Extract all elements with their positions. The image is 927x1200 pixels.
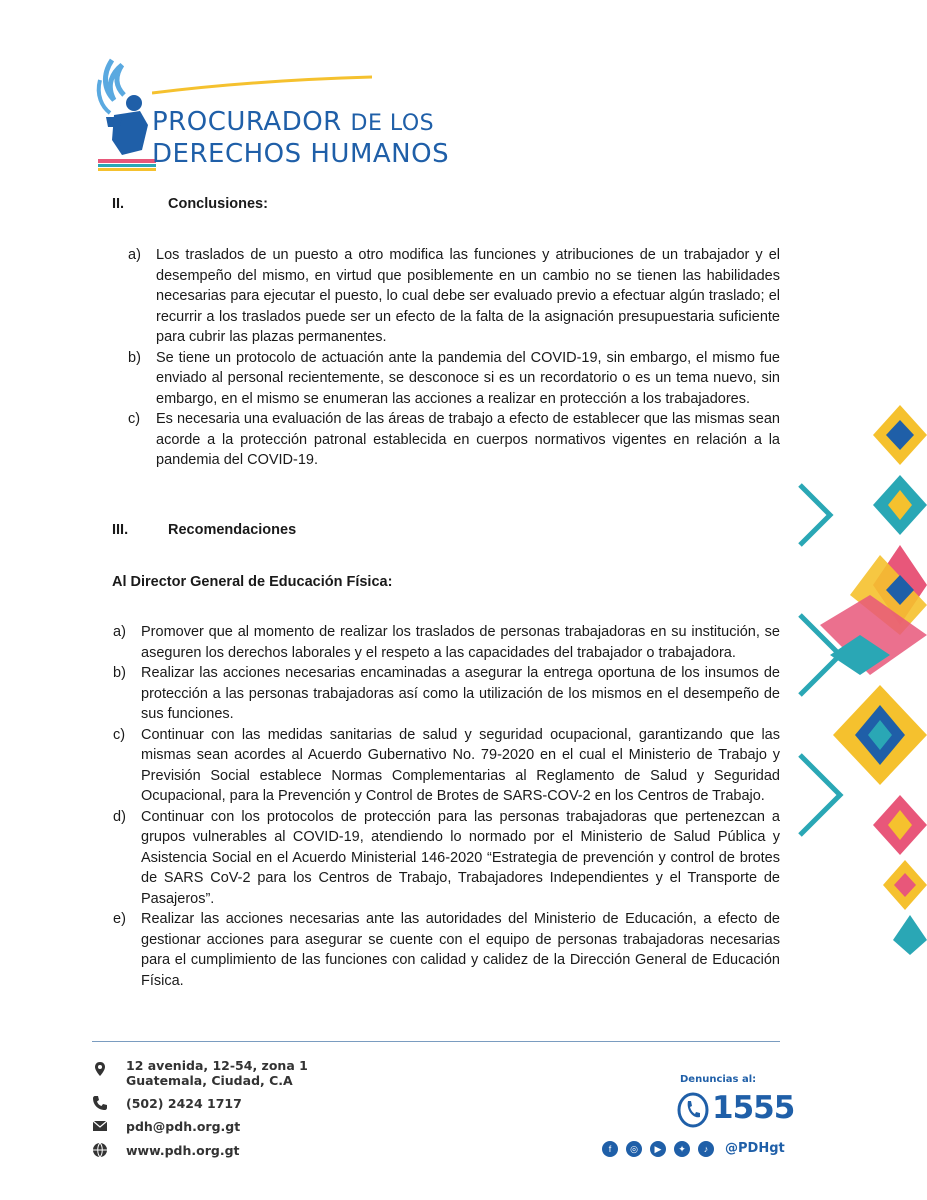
list-item-text: Continuar con las medidas sanitarias de salud y seguridad ocupacional, garantizando que las mismas sean acordes al Acuerdo Gubernativo No. 79-2020 en el cual el Ministerio de Trabajo y Previsión Social establece Normas Complementarias al Reglamento de Salud y Seguridad Ocupacional, para la Prevención y Control de Brotes de SARS-COV-2 en los Centros de Trabajo.: [141, 726, 780, 804]
logo-text-procurador: PROCURADOR: [152, 107, 342, 137]
list-marker: b): [128, 349, 141, 366]
facebook-icon[interactable]: f: [602, 1141, 618, 1157]
list-item: [113, 663, 780, 725]
list-item: [128, 409, 780, 471]
pdh-logo: [92, 55, 450, 183]
instagram-icon[interactable]: ◎: [626, 1141, 642, 1157]
globe-icon: [92, 1142, 108, 1158]
email-address[interactable]: pdh@pdh.org.gt: [126, 1119, 241, 1134]
footer-divider: [92, 1041, 780, 1042]
list-item: [128, 245, 780, 348]
section-heading-conclusiones: [112, 194, 268, 215]
address-line-1: 12 avenida, 12-54, zona 1: [126, 1058, 308, 1073]
tiktok-icon[interactable]: ♪: [698, 1141, 714, 1157]
list-item: [113, 909, 780, 991]
location-pin-icon: [92, 1061, 108, 1077]
social-handle[interactable]: @PDHgt: [725, 1141, 785, 1156]
list-item-text: Continuar con los protocolos de protección para las personas trabajadoras que pertenezcan a grupos vulnerables al COVID-19, atendiendo lo normado por el Ministerio de Salud Pública y Asistencia Social en el Acuerdo Ministerial 146-2020 “Estrategia de prevención y control de brotes de SARS CoV-2 para los Centros de Trabajo, Trabajadores Independientes y el Transporte de Pasajeros”.: [141, 808, 780, 907]
recomendaciones-list: [113, 622, 780, 991]
list-marker: c): [113, 726, 126, 743]
list-item: [113, 622, 780, 663]
list-item: [113, 725, 780, 807]
list-marker: b): [113, 665, 126, 681]
website-url[interactable]: www.pdh.org.gt: [126, 1143, 240, 1158]
list-marker: a): [128, 247, 141, 263]
denuncias-phone-icon: [677, 1092, 709, 1128]
conclusiones-list: [128, 245, 780, 471]
section-title: Recomendaciones: [168, 522, 297, 538]
list-item-text: Se tiene un protocolo de actuación ante la pandemia del COVID-19, sin embargo, el mismo fue enviado al personal recientemente, se desconoce si es un recordatorio o es un tema nuevo, sin embargo, en el mismo se enumeran las acciones a realizar en protección a los trabajadores.: [156, 349, 780, 407]
phone-number: (502) 2424 1717: [126, 1096, 242, 1111]
logo-text-de-los: DE LOS: [350, 111, 435, 136]
section-number: II.: [112, 196, 125, 212]
logo-swoosh-icon: [152, 75, 372, 95]
list-marker: d): [113, 808, 126, 825]
list-item-text: Realizar las acciones necesarias ante las autoridades del Ministerio de Educación, a efecto de gestionar acciones para asegurar se cuente con el equipo de personas trabajadoras necesarias para el cumplimiento de las funciones con calidad y calidez de la Dirección General de Educación Física.: [141, 911, 780, 989]
list-marker: e): [113, 911, 126, 927]
address-line-2: Guatemala, Ciudad, C.A: [126, 1073, 293, 1088]
recommendation-addressee: Al Director General de Educación Física:: [112, 574, 393, 590]
twitter-icon[interactable]: ✦: [674, 1141, 690, 1157]
list-item-text: Los traslados de un puesto a otro modifica las funciones y atribuciones de un trabajador y el desempeño del mismo, en virtud que posiblemente en un cambio no se tienen las habilidades necesarias para ejecutar el puesto, lo cual debe ser evaluado previo a efectuar algún traslado; el recurrir a los traslados puede ser un efecto de la falta de la asignación presupuestaria suficiente para cubrir las plazas permanentes.: [156, 247, 780, 345]
textile-pattern-decoration: [790, 395, 927, 955]
list-item-text: Es necesaria una evaluación de las áreas de trabajo a efecto de establecer que las mismas sean acorde a la protección patronal establecida en cuerpos normativos vigentes en relación a la pandemia del COVID-19.: [156, 411, 780, 468]
list-item: [128, 348, 780, 410]
youtube-icon[interactable]: ▶: [650, 1141, 666, 1157]
list-item-text: Realizar las acciones necesarias encaminadas a asegurar la entrega oportuna de los insumos de protección a las personas trabajadoras así como la utilización de los mismos en el desempeño de sus funciones.: [141, 665, 780, 722]
list-marker: a): [113, 624, 126, 640]
email-icon: [92, 1118, 108, 1134]
denuncias-number[interactable]: 1555: [712, 1090, 795, 1126]
phone-icon: [92, 1095, 108, 1111]
list-marker: c): [128, 411, 141, 427]
denuncias-label: Denuncias al:: [680, 1074, 757, 1085]
list-item: [113, 807, 780, 910]
section-heading-recomendaciones: [112, 520, 296, 541]
list-item-text: Promover que al momento de realizar los traslados de personas trabajadoras en su institución, se aseguren los derechos laborales y el respeto a las capacidades del trabajador o trabajadora.: [141, 624, 780, 661]
section-title: Conclusiones:: [168, 196, 268, 212]
section-number: III.: [112, 522, 129, 538]
logo-text-derechos-humanos: DERECHOS HUMANOS: [152, 139, 450, 169]
